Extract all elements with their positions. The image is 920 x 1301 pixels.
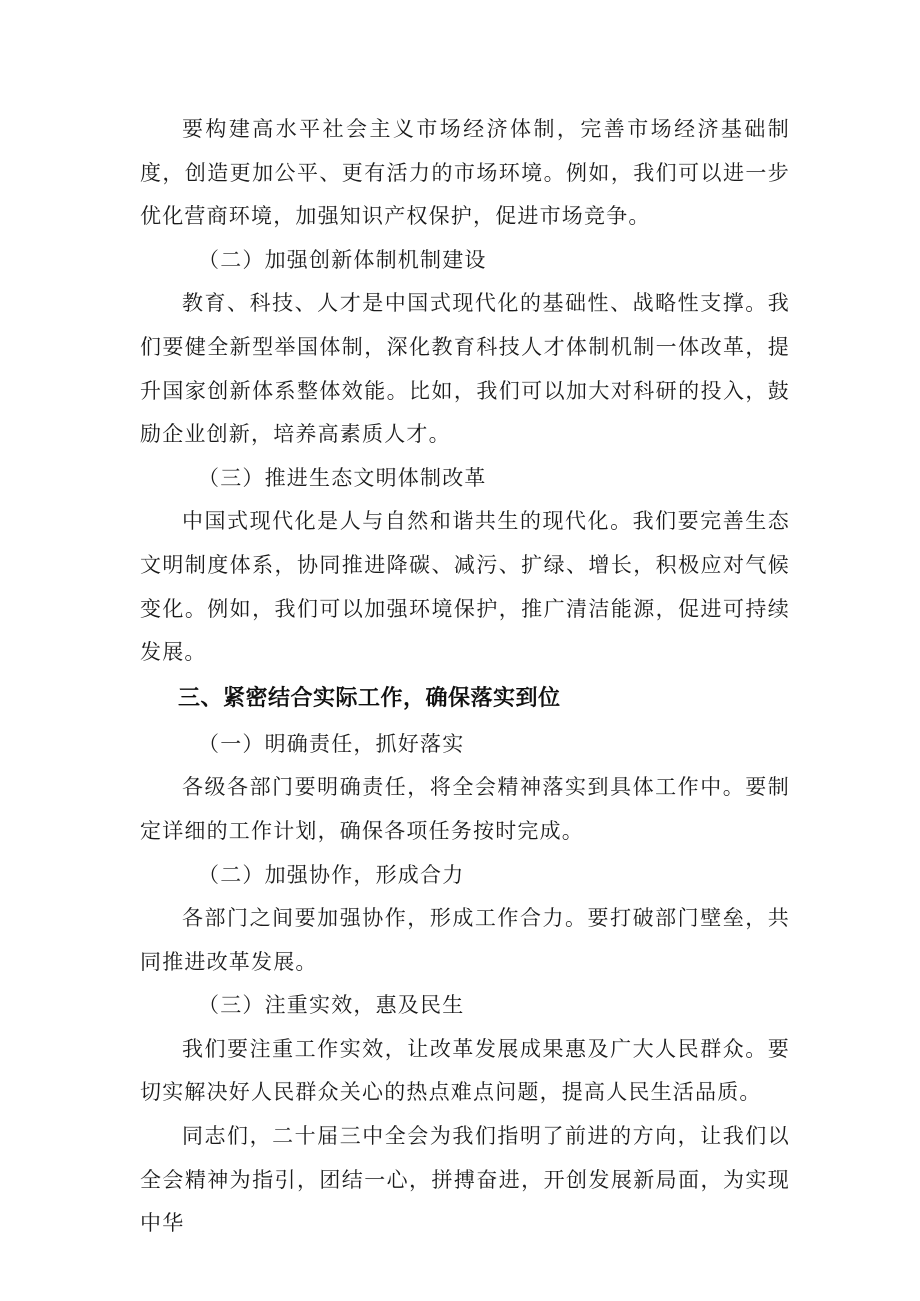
paragraph-responsibility: 各级各部门要明确责任，将全会精神落实到具体工作中。要制定详细的工作计划，确保各项任务按时完成。 bbox=[140, 775, 790, 843]
paragraph-collaboration: 各部门之间要加强协作，形成工作合力。要打破部门壁垒，共同推进改革发展。 bbox=[140, 906, 790, 974]
subheading-ecological-reform: （三）推进生态文明体制改革 bbox=[198, 465, 487, 490]
paragraph-livelihood: 我们要注重工作实效，让改革发展成果惠及广大人民群众。要切实解决好人民群众关心的热点难点问题，提高人民生活品质。 bbox=[140, 1036, 790, 1105]
subheading-effectiveness-livelihood: （三）注重实效，惠及民生 bbox=[198, 993, 465, 1018]
paragraph-education-science: 教育、科技、人才是中国式现代化的基础性、战略性支撑。我们要健全新型举国体制，深化教育科技人才体制机制一体改革，提升国家创新体系整体效能。比如，我们可以加大对科研的投入，鼓励企业创新，培养高素质人才。 bbox=[140, 291, 790, 447]
subheading-clarify-responsibility: （一）明确责任，抓好落实 bbox=[198, 731, 465, 756]
document-page bbox=[140, 108, 790, 1246]
subheading-strengthen-collaboration: （二）加强协作，形成合力 bbox=[198, 862, 465, 887]
paragraph-market-economy: 要构建高水平社会主义市场经济体制，完善市场经济基础制度，创造更加公平、更有活力的市场环境。例如，我们可以进一步优化营商环境，加强知识产权保护，促进市场竞争。 bbox=[140, 117, 790, 229]
section-heading-implementation: 三、紧密结合实际工作，确保落实到位 bbox=[178, 685, 561, 711]
paragraph-closing: 同志们，二十届三中全会为我们指明了前进的方向，让我们以全会精神为指引，团结一心，拼搏奋进，开创发展新局面，为实现中华 bbox=[140, 1124, 790, 1236]
subheading-innovation-system: （二）加强创新体制机制建设 bbox=[198, 247, 487, 272]
paragraph-ecological-civilization: 中国式现代化是人与自然和谐共生的现代化。我们要完善生态文明制度体系，协同推进降碳、减污、扩绿、增长，积极应对气候变化。例如，我们可以加强环境保护，推广清洁能源，促进可持续发展。 bbox=[140, 509, 790, 665]
